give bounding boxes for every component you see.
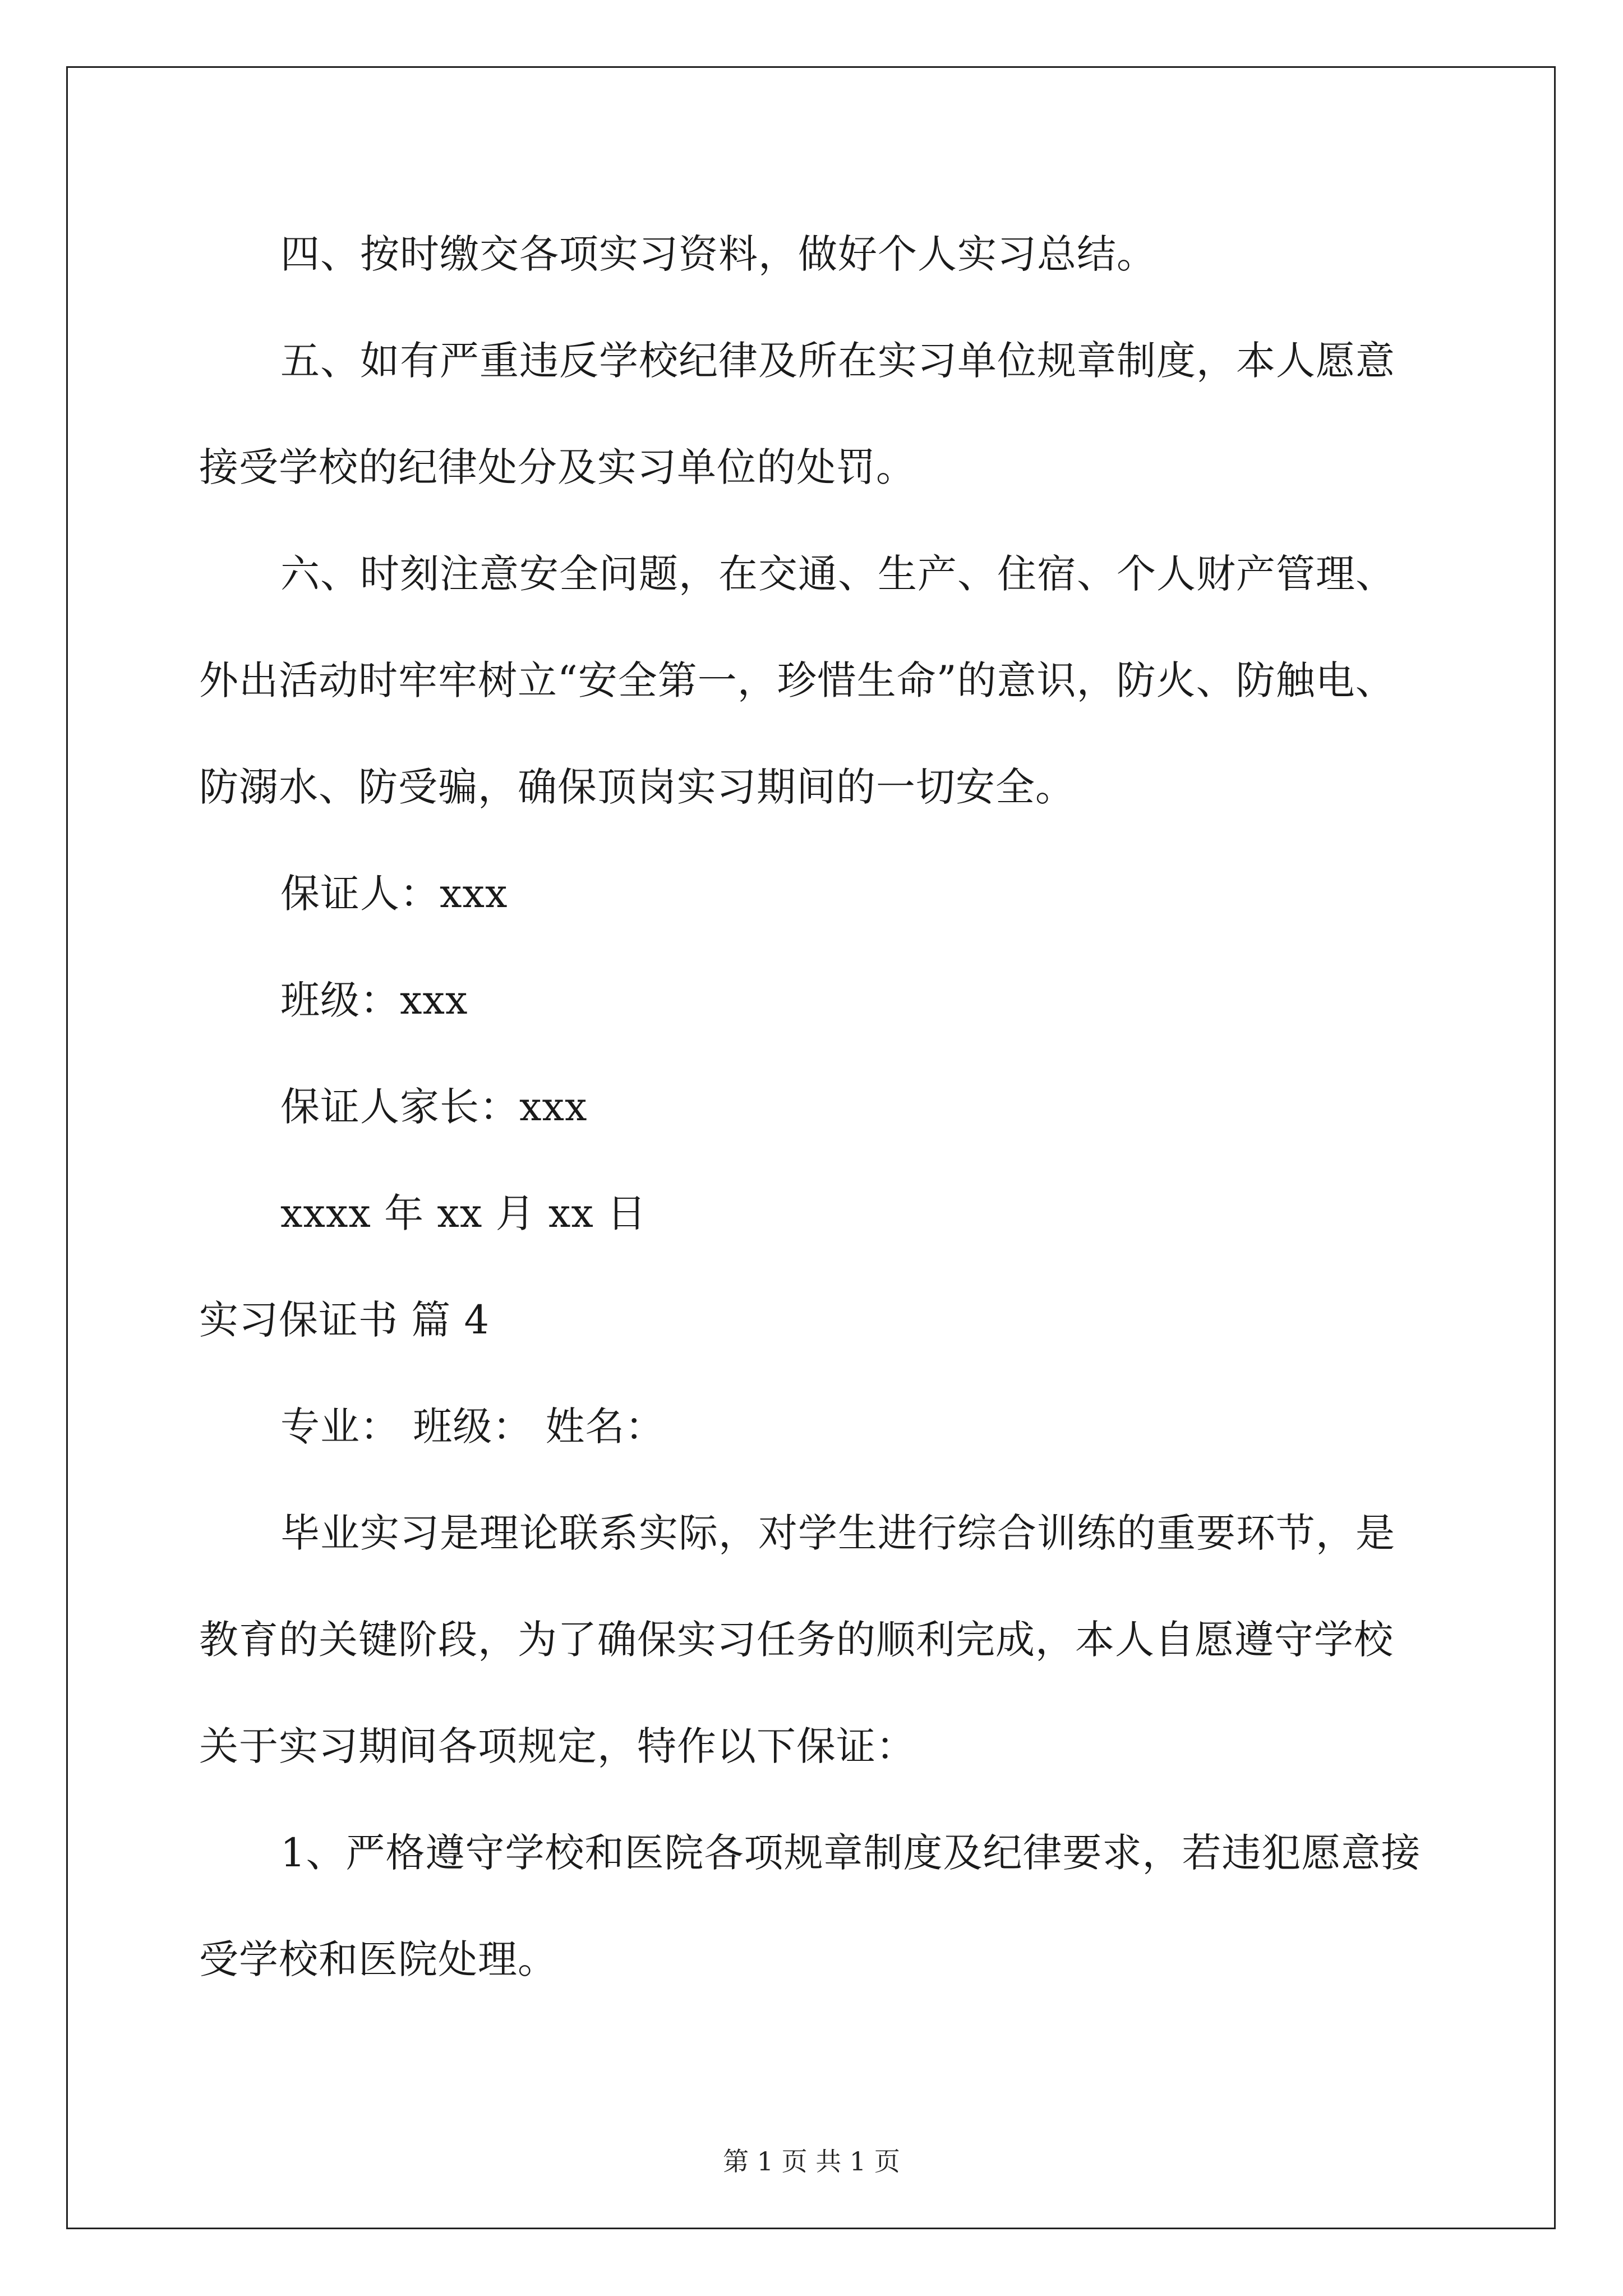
clause-1-line-2: 受学校和医院处理。 <box>199 1936 557 1982</box>
paragraph-item-6-line-2: 外出活动时牢牢树立“安全第一，珍惜生命”的意识，防火、防触电、 <box>199 657 1395 703</box>
intro-paragraph-line-2: 教育的关键阶段，为了确保实习任务的顺利完成，本人自愿遵守学校 <box>199 1617 1394 1663</box>
intro-paragraph-line-3: 关于实习期间各项规定，特作以下保证： <box>199 1723 916 1769</box>
guarantor-line: 保证人：xxx <box>280 871 508 917</box>
paragraph-item-4: 四、按时缴交各项实习资料，做好个人实习总结。 <box>280 231 1156 277</box>
page-frame <box>66 66 1556 2229</box>
date-line: xxxx 年 xx 月 xx 日 <box>280 1190 647 1236</box>
class-line: 班级：xxx <box>280 977 468 1023</box>
guarantor-parent-line: 保证人家长：xxx <box>280 1084 588 1130</box>
paragraph-item-6-line-1: 六、时刻注意安全问题，在交通、生产、住宿、个人财产管理、 <box>280 551 1395 597</box>
paragraph-item-5-line-1: 五、如有严重违反学校纪律及所在实习单位规章制度，本人愿意 <box>280 338 1395 384</box>
page-footer: 第 1 页 共 1 页 <box>723 2146 900 2177</box>
paragraph-item-6-line-3: 防溺水、防受骗，确保顶岗实习期间的一切安全。 <box>199 764 1075 810</box>
intro-paragraph-line-1: 毕业实习是理论联系实际，对学生进行综合训练的重要环节，是 <box>280 1510 1395 1556</box>
student-info-line: 专业： 班级： 姓名： <box>280 1404 665 1450</box>
paragraph-item-5-line-2: 接受学校的纪律处分及实习单位的处罚。 <box>199 444 916 490</box>
clause-1-line-1: 1、严格遵守学校和医院各项规章制度及纪律要求，若违犯愿意接 <box>280 1830 1421 1876</box>
section-heading: 实习保证书 篇 4 <box>199 1297 490 1343</box>
